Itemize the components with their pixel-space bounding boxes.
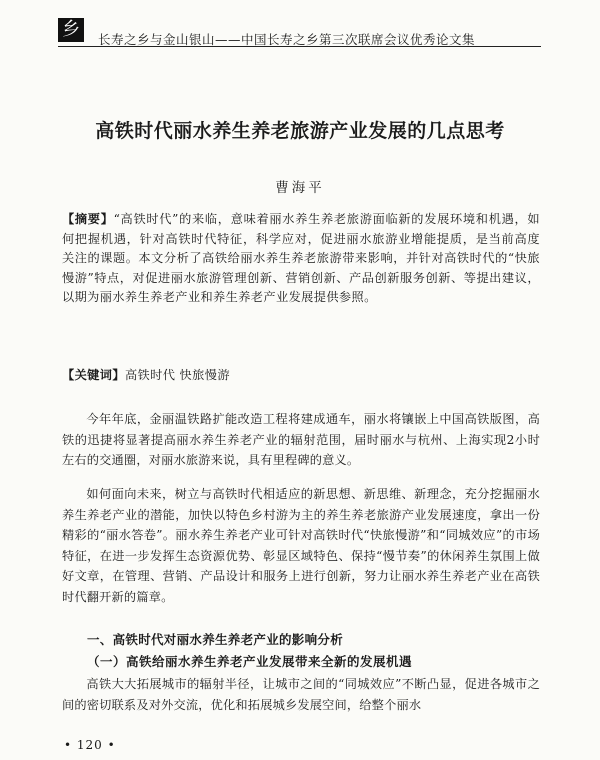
body-paragraph: 高铁大大拓展城市的辐射半径，让城市之间的“同城效应”不断凸显，促进各城市之间的密切联系及对外交流，优化和拓展城乡发展空间，给整个丽水	[62, 677, 540, 712]
header-divider	[58, 46, 541, 47]
keywords	[62, 366, 540, 386]
journal-logo: 乡	[58, 18, 84, 42]
section-heading: 一、高铁时代对丽水养生养老产业的影响分析	[87, 632, 344, 647]
article-author: 曹海平	[275, 180, 325, 196]
abstract	[62, 210, 540, 308]
keywords-text: 高铁时代 快旅慢游	[124, 368, 230, 382]
body-paragraph: 如何面向未来，树立与高铁时代相适应的新思想、新思维、新理念，充分挖掘丽水养生养老产业的潜能，加快以特色乡村游为主的养生养老旅游产业发展速度，拿出一份精彩的“丽水答卷”。丽水养生养老产业可针对高铁时代“快旅慢游”和“同城效应”的市场特征，在进一步发挥生态资源优势、彰显区域特色、保持“慢节奏”的休闲养生氛围上做好文章，在管理、营销、产品设计和服务上进行创新，努力让丽水养生养老产业在高铁时代翻开新的篇章。	[62, 487, 540, 604]
abstract-label: 【摘要】	[62, 212, 114, 226]
page-number: • 120 •	[64, 738, 116, 752]
running-header: 长寿之乡与金山银山——中国长寿之乡第三次联席会议优秀论文集	[98, 32, 476, 47]
body-paragraph: 今年年底，金丽温铁路扩能改造工程将建成通车，丽水将镶嵌上中国高铁版图，高铁的迅捷将显著提高丽水养生养老产业的辐射范围，届时丽水与杭州、上海实现2小时左右的交通圈，对丽水旅游来说，具有里程碑的意义。	[62, 412, 540, 467]
article-title: 高铁时代丽水养生养老旅游产业发展的几点思考	[95, 120, 505, 142]
keywords-label: 【关键词】	[62, 368, 125, 382]
abstract-text: “高铁时代”的来临，意味着丽水养生养老旅游面临新的发展环境和机遇，如何把握机遇，针对高铁时代特征，科学应对，促进丽水旅游业增能提质，是当前高度关注的课题。本文分析了高铁给丽水养生养老旅游带来影响，并针对高铁时代的“快旅慢游”特点，对促进丽水旅游管理创新、营销创新、产品创新服务创新、等提出建议，以期为丽水养生养老产业和养生养老产业发展提供参照。	[62, 212, 540, 305]
subsection-heading: （一）高铁给丽水养生养老产业发展带来全新的发展机遇	[87, 654, 413, 669]
